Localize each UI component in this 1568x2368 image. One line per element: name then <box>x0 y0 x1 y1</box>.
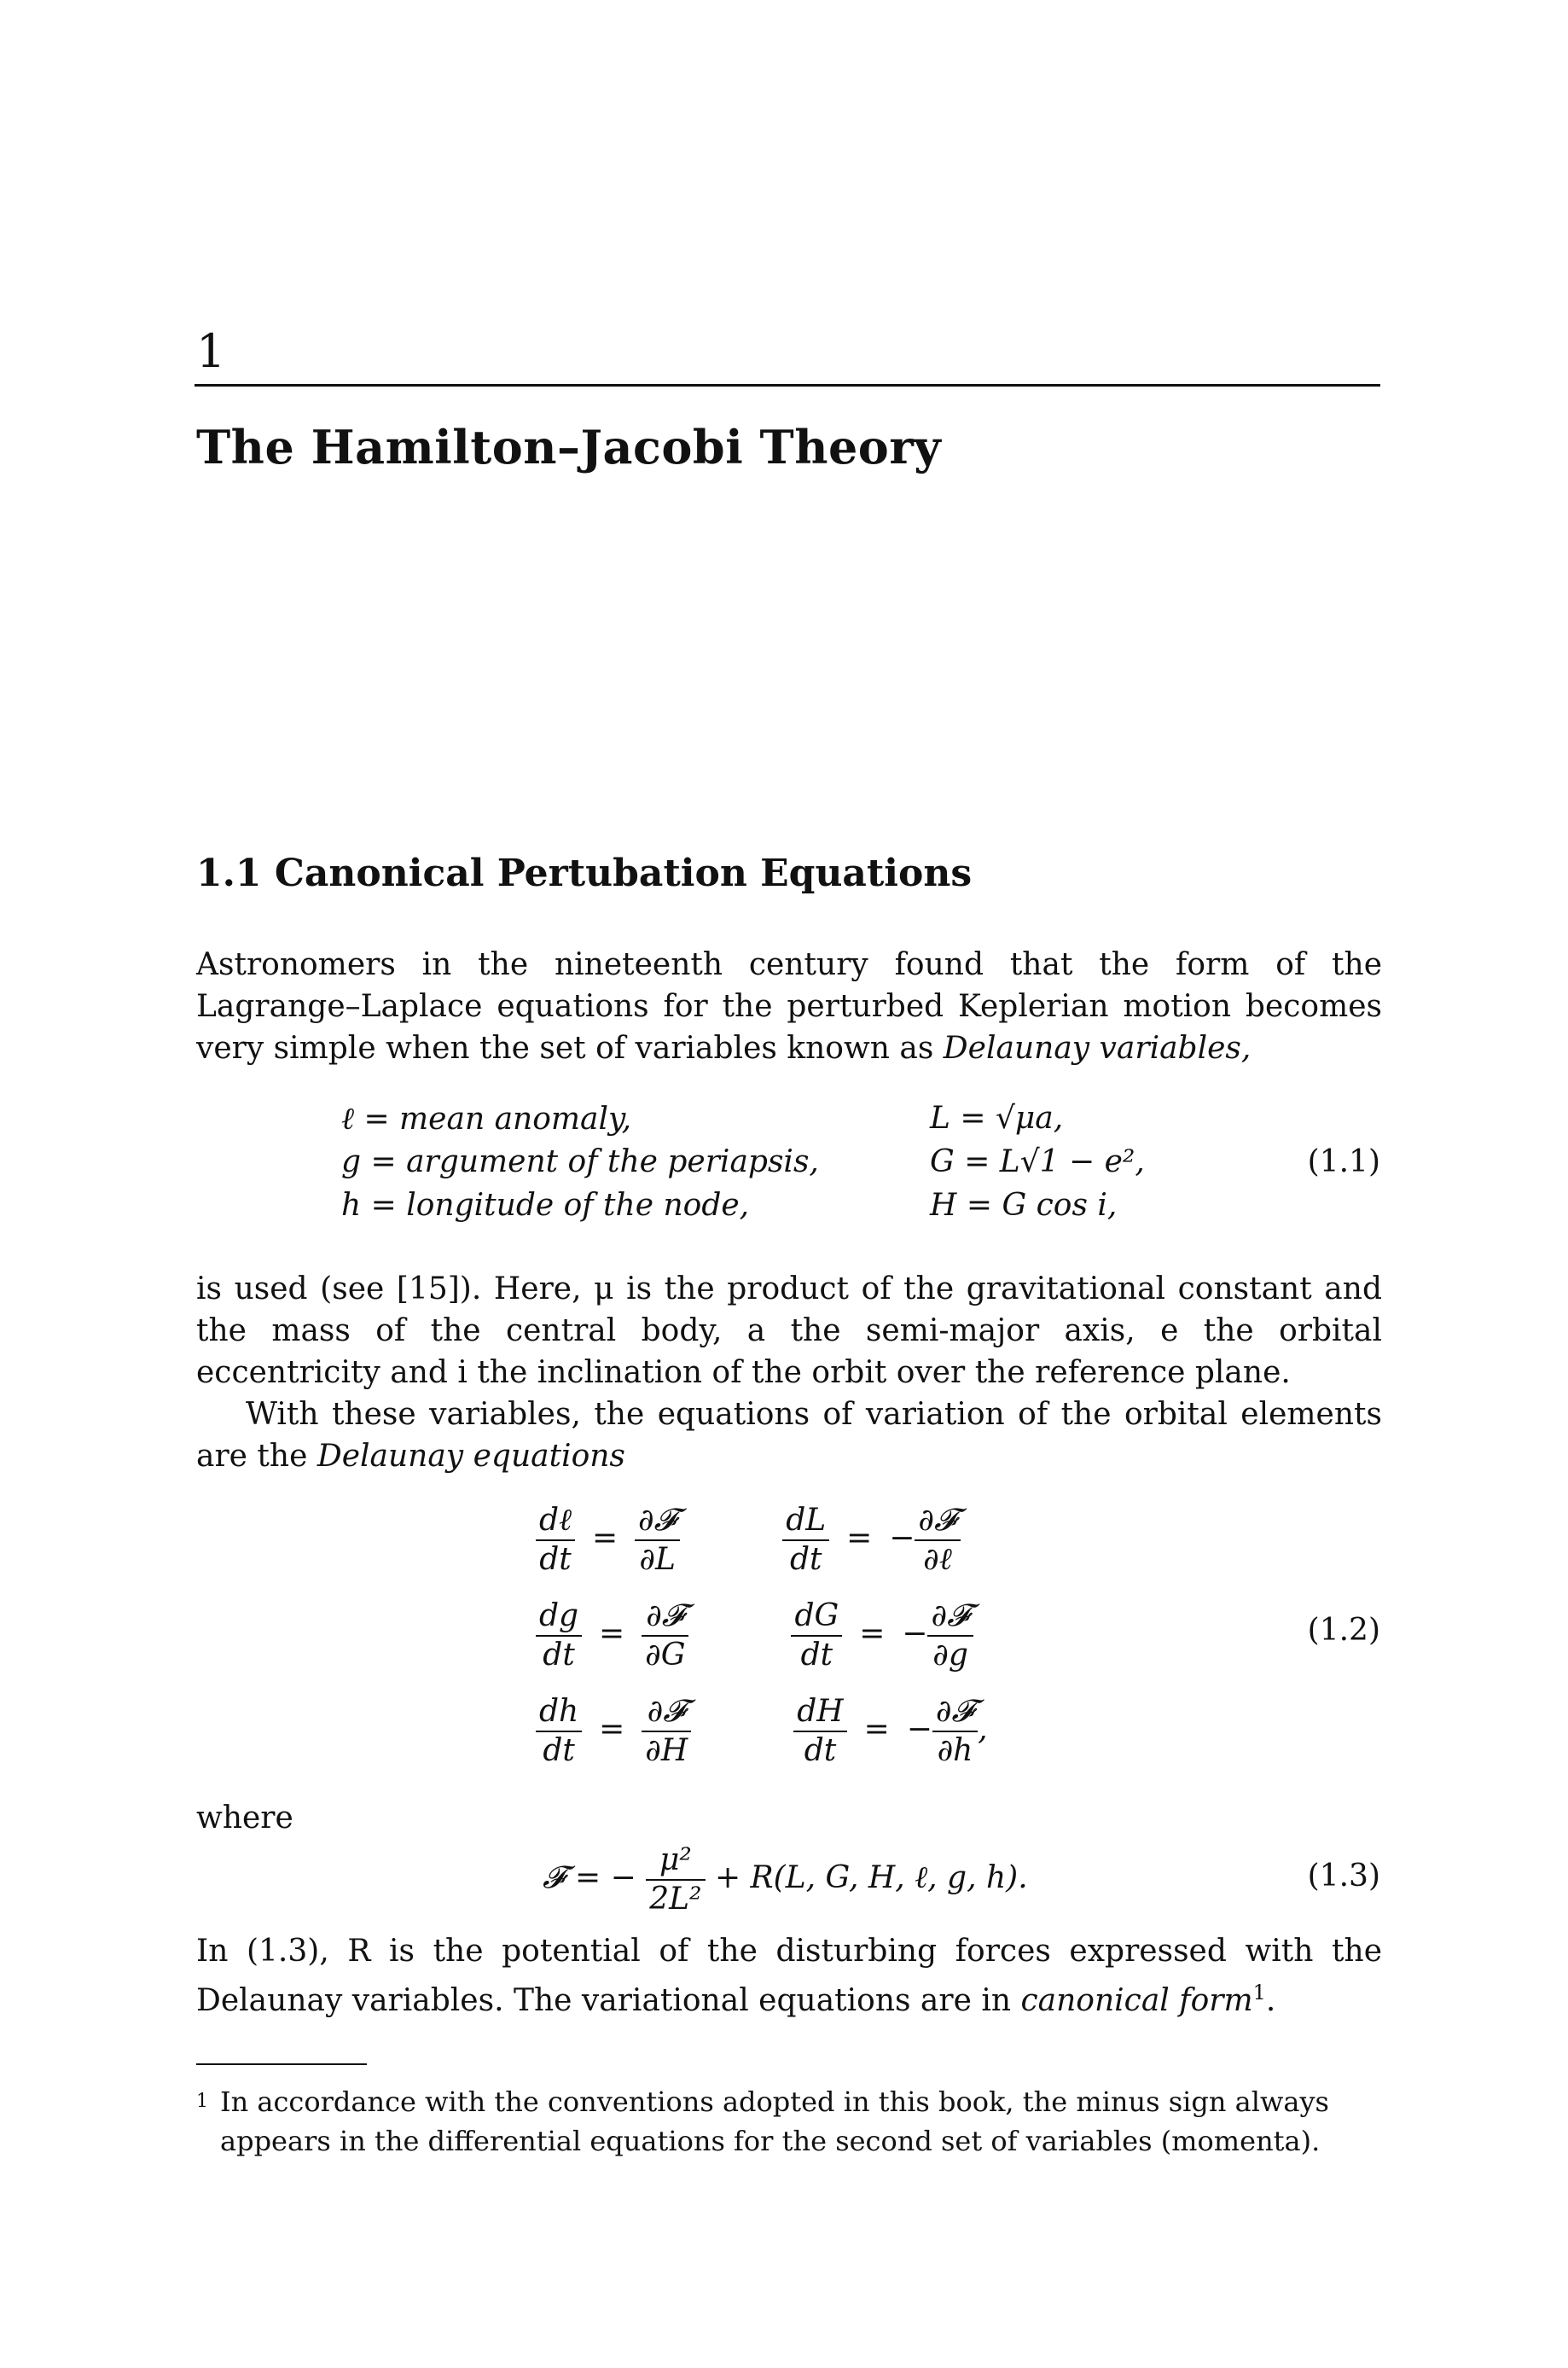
eq1-2-lhs-fraction-numerator: dg <box>536 1597 582 1637</box>
footnote <box>196 2082 1382 2161</box>
eq1-3-number: (1.3) <box>1307 1859 1380 1894</box>
eq1-3-denominator: 2L² <box>649 1882 702 1917</box>
eq1-2-lhs2-fraction <box>793 1693 846 1770</box>
eq1-2-rhs2-fraction <box>927 1597 973 1674</box>
paragraph-4: In (1.3), R is the potential of the disturbing forces expressed with the Delaunay variables. The variational equations are in canonical form$^1$. <box>196 1934 1382 2018</box>
chapter-rule <box>195 384 1380 387</box>
eq-operator: = <box>591 1521 618 1556</box>
eq-operator: = <box>846 1521 873 1556</box>
eq1-2-minus: − <box>902 1616 928 1651</box>
eq1-2-lhs-fraction <box>536 1693 582 1770</box>
eq1-2-lhs-fraction-denominator: dt <box>543 1733 575 1768</box>
eq1-2-lhs-fraction-denominator: dt <box>543 1638 575 1673</box>
eq1-2-minus: − <box>906 1712 932 1747</box>
eq1-2-rhs2-fraction-denominator: ∂g <box>932 1638 968 1673</box>
eq1-2-lhs2-fraction-numerator: dL <box>782 1502 829 1541</box>
eq-operator: = <box>599 1712 625 1747</box>
eq1-2-tail: , <box>978 1712 988 1747</box>
eq1-2-rhs-fraction <box>642 1597 688 1674</box>
eq1-2-rhs-fraction-numerator: ∂𝓕 <box>642 1597 688 1637</box>
eq1-2-lhs2-fraction-denominator: dt <box>800 1638 833 1673</box>
eq1-3-numerator: μ² <box>646 1841 705 1881</box>
eq1-1-left-3: h = longitude of the node, <box>341 1188 750 1223</box>
eq1-1-number: (1.1) <box>1307 1144 1380 1179</box>
paragraph-3: With these variables, the equations of variation of the orbital elements are the Delaunay equations <box>196 1397 1382 1474</box>
eq1-2-rhs-fraction-denominator: ∂G <box>645 1638 686 1673</box>
eq1-1-right-1: L = √μa, <box>930 1101 1064 1136</box>
eq1-2-number: (1.2) <box>1307 1613 1380 1648</box>
footnote-rule <box>196 2063 367 2065</box>
eq1-2-lhs-fraction-numerator: dℓ <box>536 1502 575 1541</box>
eq1-1-right-3: H = G cos i, <box>930 1188 1118 1223</box>
eq1-2-lhs2-fraction-numerator: dH <box>793 1693 846 1732</box>
chapter-number: 1 <box>196 324 226 378</box>
eq1-2-rhs2-fraction-denominator: ∂ℓ <box>923 1542 952 1577</box>
eq-operator: = <box>863 1712 890 1747</box>
eq1-2-rhs2-fraction <box>932 1693 978 1770</box>
eq1-2-rhs-fraction-denominator: ∂L <box>639 1542 676 1577</box>
footnote-mark: 1 <box>196 2091 208 2112</box>
eq1-2-rhs-fraction <box>635 1502 680 1579</box>
eq1-1-left-2: g = argument of the periapsis, <box>341 1144 819 1179</box>
eq1-2-row <box>536 1502 961 1579</box>
eq1-2-rhs-fraction-denominator: ∂H <box>645 1733 688 1768</box>
eq1-2-rhs-fraction-numerator: ∂𝓕 <box>642 1693 691 1732</box>
eq1-2-rhs-fraction <box>642 1693 691 1770</box>
eq1-2-minus: − <box>889 1521 915 1556</box>
eq1-2-row <box>536 1693 988 1770</box>
where-label: where <box>196 1801 293 1836</box>
eq1-2-lhs2-fraction-denominator: dt <box>804 1733 837 1768</box>
body-paragraphs <box>196 1268 1382 1477</box>
section-title: 1.1 Canonical Pertubation Equations <box>196 852 973 895</box>
eq1-2-rhs2-fraction-denominator: ∂h <box>937 1733 973 1768</box>
eq1-2-lhs2-fraction-denominator: dt <box>789 1542 822 1577</box>
eq1-2-row <box>536 1597 973 1674</box>
eq1-1-left-1: ℓ = mean anomaly, <box>341 1102 632 1137</box>
eq1-2-lhs2-fraction-numerator: dG <box>791 1597 842 1637</box>
eq1-2-rhs2-fraction-numerator: ∂𝓕 <box>932 1693 978 1732</box>
eq1-3-fraction <box>646 1841 705 1918</box>
intro-paragraph: Astronomers in the nineteenth century found that the form of the Lagrange–Laplace equations for the perturbed Keplerian motion becomes very simple when the set of variables known as Delaunay variables, <box>196 947 1382 1066</box>
eq1-2-lhs-fraction <box>536 1597 582 1674</box>
eq1-3-rhs: + R(L, G, H, ℓ, g, h). <box>714 1860 1028 1895</box>
eq1-2-lhs2-fraction <box>791 1597 842 1674</box>
eq1-1-right-2: G = L√1 − e², <box>930 1144 1145 1179</box>
eq1-2-lhs2-fraction <box>782 1502 829 1579</box>
eq1-3-lhs: 𝓕 = − <box>543 1860 636 1895</box>
eq1-2-rhs2-fraction <box>915 1502 960 1579</box>
footnote-text: In accordance with the conventions adopted in this book, the minus sign always appears in the differential equations for the second set of variables (momenta). <box>220 2086 1329 2157</box>
eq-operator: = <box>599 1616 625 1651</box>
paragraph-2: is used (see [15]). Here, μ is the product of the gravitational constant and the mass of the central body, a the semi-major axis, e the orbital eccentricity and i the inclination of the orbit over the reference plane. <box>196 1271 1382 1390</box>
chapter-title: The Hamilton–Jacobi Theory <box>196 420 942 474</box>
eq1-2-lhs-fraction-numerator: dh <box>536 1693 582 1732</box>
eq1-2-rhs-fraction-numerator: ∂𝓕 <box>635 1502 680 1541</box>
eq-operator: = <box>859 1616 886 1651</box>
eq1-2-lhs-fraction-denominator: dt <box>539 1542 572 1577</box>
eq1-2-rhs2-fraction-numerator: ∂𝓕 <box>927 1597 973 1637</box>
eq1-2-lhs-fraction <box>536 1502 575 1579</box>
eq1-2-rhs2-fraction-numerator: ∂𝓕 <box>915 1502 960 1541</box>
